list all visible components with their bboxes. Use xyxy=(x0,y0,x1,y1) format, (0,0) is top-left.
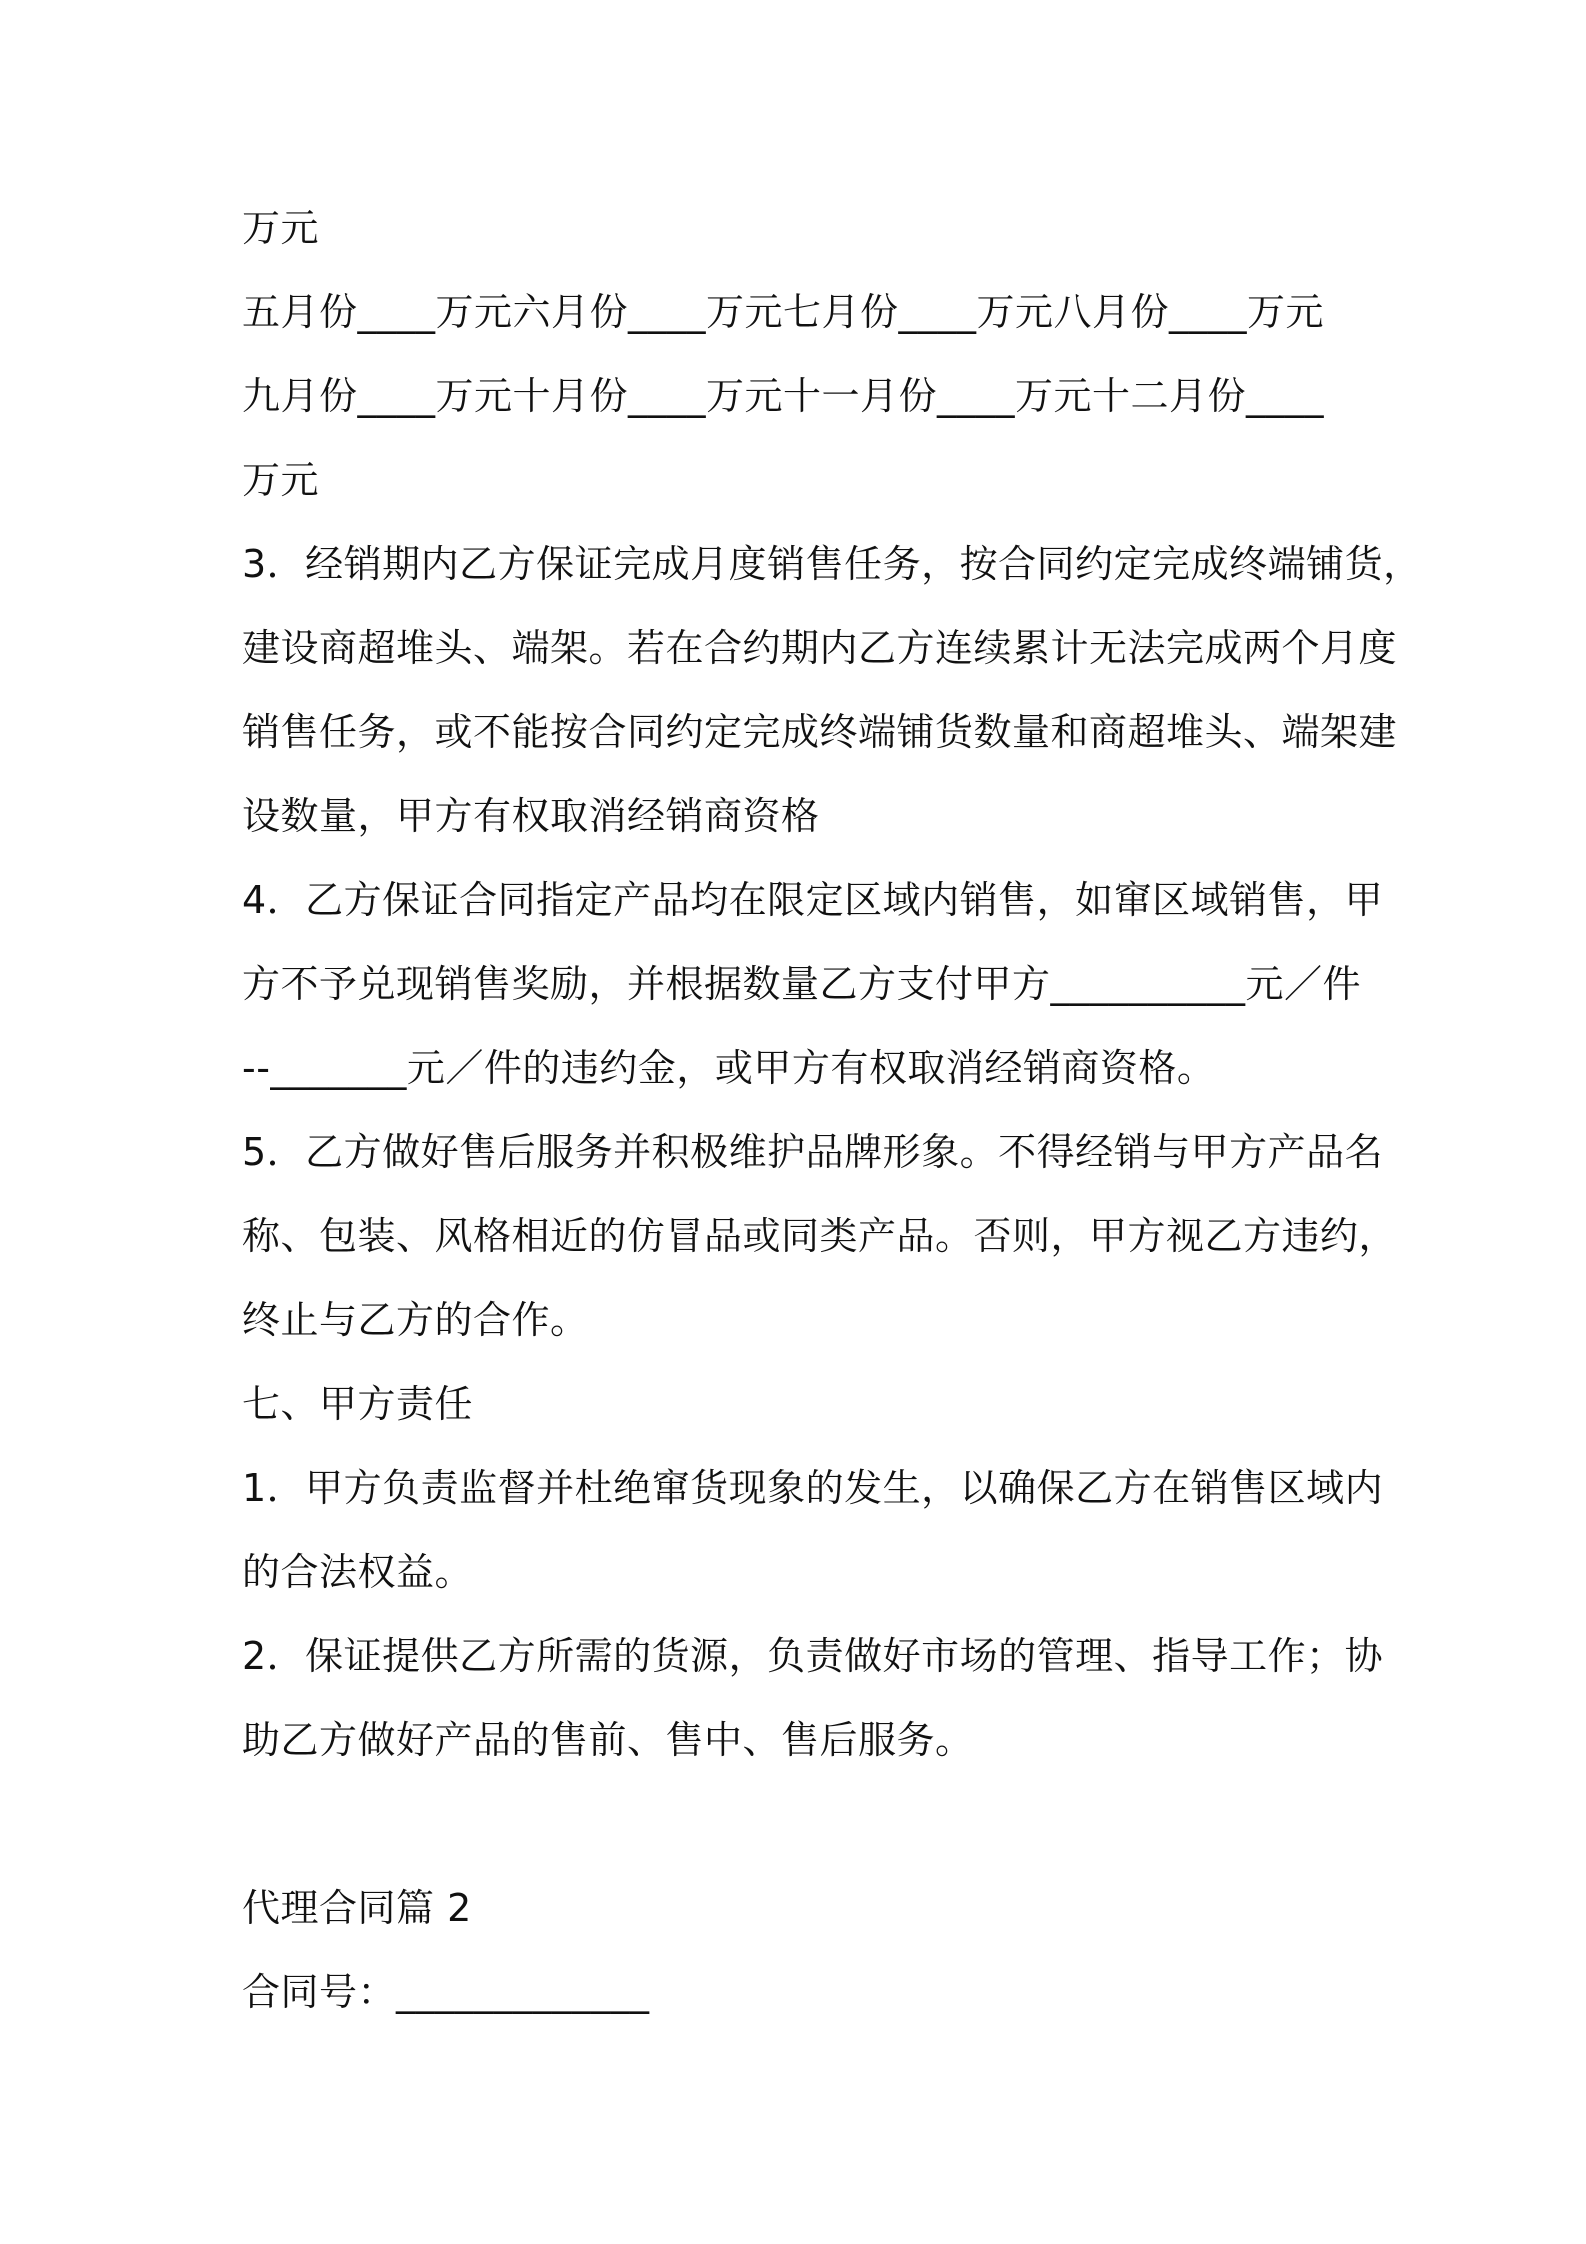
clause-5-line-1: 5．乙方做好售后服务并积极维护品牌形象。不得经销与甲方产品名 xyxy=(242,1130,1384,1174)
clause-5-line-3: 终止与乙方的合作。 xyxy=(242,1298,589,1342)
clause-4-line-1: 4．乙方保证合同指定产品均在限定区域内销售，如窜区域销售，甲 xyxy=(242,878,1384,922)
clause-3-line-1: 3．经销期内乙方保证完成月度销售任务，按合同约定完成终端铺货， xyxy=(242,542,1422,586)
text-line-sep-dec-targets: 九月份____万元十月份____万元十一月份____万元十二月份____ xyxy=(242,374,1325,418)
party-a-clause-1-line-1: 1．甲方负责监督并杜绝窜货现象的发生，以确保乙方在销售区域内 xyxy=(242,1466,1384,1510)
clause-4-line-2: 方不予兑现销售奖励，并根据数量乙方支付甲方__________元／件 xyxy=(242,962,1362,1006)
text-line-unit-end: 万元 xyxy=(242,458,320,502)
clause-3-line-2: 建设商超堆头、端架。若在合约期内乙方连续累计无法完成两个月度 xyxy=(242,626,1398,670)
party-a-clause-2-line-2: 助乙方做好产品的售前、售中、售后服务。 xyxy=(242,1718,974,1762)
clause-4-line-3: --_______元／件的违约金，或甲方有权取消经销商资格。 xyxy=(242,1046,1216,1090)
party-a-clause-2-line-1: 2．保证提供乙方所需的货源，负责做好市场的管理、指导工作；协 xyxy=(242,1634,1384,1678)
text-line-unit: 万元 xyxy=(242,206,320,250)
contract-number-field: 合同号：_____________ xyxy=(242,1970,650,2014)
clause-5-line-2: 称、包装、风格相近的仿冒品或同类产品。否则，甲方视乙方违约， xyxy=(242,1214,1398,1258)
clause-3-line-3: 销售任务，或不能按合同约定完成终端铺货数量和商超堆头、端架建 xyxy=(242,710,1398,754)
party-a-clause-1-line-2: 的合法权益。 xyxy=(242,1550,474,1594)
contract-2-title: 代理合同篇 2 xyxy=(242,1886,472,1930)
section-heading-party-a-responsibility: 七、甲方责任 xyxy=(242,1382,474,1426)
clause-3-line-4: 设数量，甲方有权取消经销商资格 xyxy=(242,794,820,838)
text-line-may-aug-targets: 五月份____万元六月份____万元七月份____万元八月份____万元 xyxy=(242,290,1325,334)
